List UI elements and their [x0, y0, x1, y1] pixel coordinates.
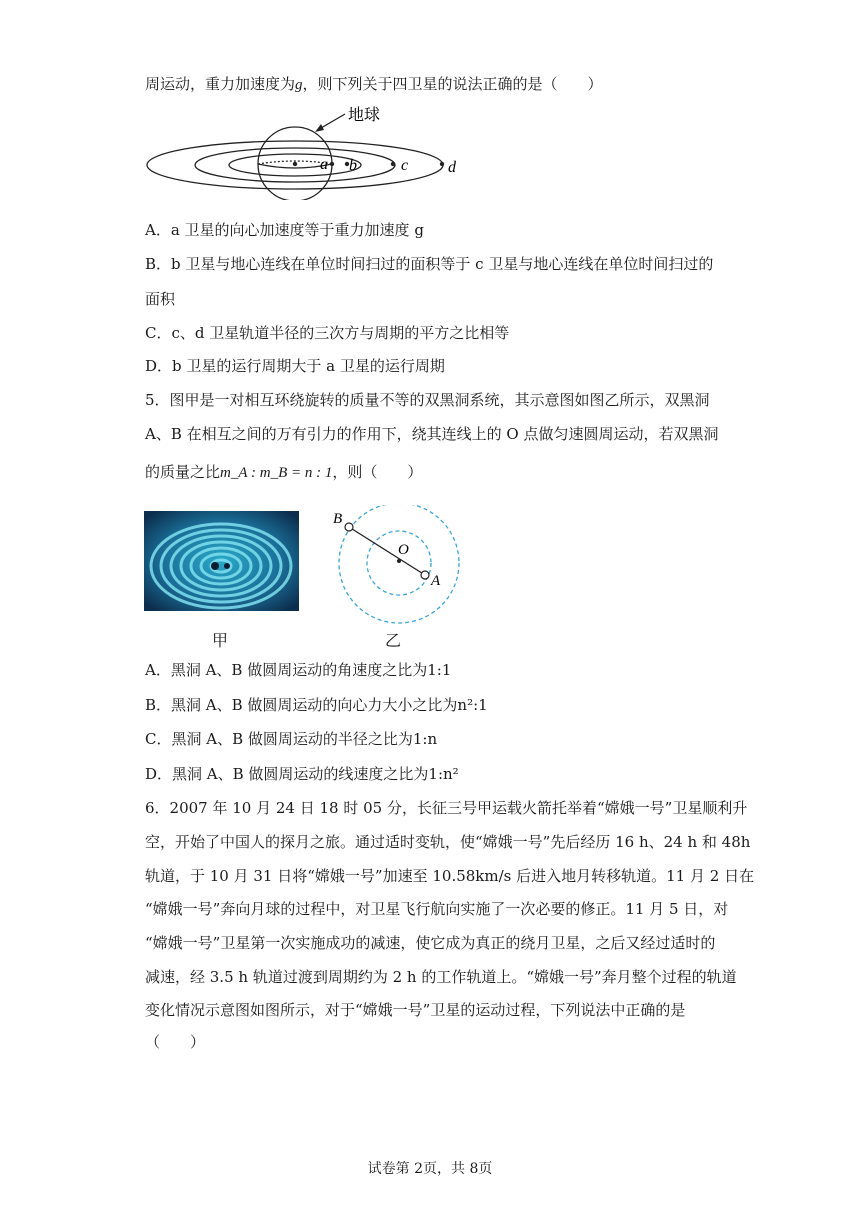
- orbit-label-b: b: [349, 157, 357, 174]
- q6-line-3: 轨道，于 10 月 31 日将“嫦娥一号”加速至 10.58km/s 后进入地月转移轨道。11 月 2 日在: [145, 867, 755, 885]
- q4-stem-text-a: 周运动，重力加速度为: [145, 75, 296, 93]
- black-hole-b: [345, 523, 353, 531]
- q5-option-c: C．黑洞 A、B 做圆周运动的半径之比为1:n: [145, 730, 438, 748]
- q6-line-6: 减速，经 3.5 h 轨道过渡到周期约为 2 h 的工作轨道上。“嫦娥一号”奔月整个过程的轨道: [145, 968, 737, 986]
- orbit-label-a: a: [320, 156, 328, 173]
- q4-option-b-line2: 面积: [145, 290, 176, 308]
- q4-option-b-line1: B．b 卫星与地心连线在单位时间扫过的面积等于 c 卫星与地心连线在单位时间扫过的: [145, 255, 714, 273]
- q6-line-1: 6．2007 年 10 月 24 日 18 时 05 分，长征三号甲运载火箭托举着“嫦娥一号”卫星顺利升: [145, 799, 748, 817]
- q6-line-2: 空，开始了中国人的探月之旅。通过适时变轨，使“嫦娥一号”先后经历 16 h、24 h 和 48h: [145, 833, 751, 851]
- q6-line-8: （ ）: [145, 1033, 206, 1051]
- earth-pointer-arrow: [321, 114, 345, 128]
- orbit-label-d: d: [448, 159, 456, 176]
- earth-label: 地球: [348, 105, 381, 124]
- q4-stem-g: g: [295, 77, 303, 93]
- page-footer: 试卷第 2页，共 8页: [367, 1161, 493, 1177]
- earth-pointer-arrowhead: [315, 124, 324, 132]
- label-a: A: [431, 573, 441, 589]
- satellite-c-dot: [391, 162, 395, 166]
- center-o: [397, 559, 401, 563]
- orbit-diagram: [145, 100, 475, 200]
- black-hole-wave-image: [144, 511, 299, 611]
- q6-line-4: “嫦娥一号”奔向月球的过程中，对卫星飞行航向实施了一次必要的修正。11 月 5 日，对: [145, 900, 729, 918]
- q5-stem-line3-post: ，则（ ）: [332, 463, 423, 481]
- satellite-a-dot: [330, 162, 334, 166]
- figure-jia-caption: 甲: [212, 631, 229, 650]
- q6-line-5: “嫦娥一号”卫星第一次实施成功的减速，使它成为真正的绕月卫星，之后又经过适时的: [145, 934, 716, 952]
- q5-stem-line1: 5．图甲是一对相互环绕旋转的质量不等的双黑洞系统，其示意图如图乙所示，双黑洞: [145, 391, 710, 409]
- q6-line-7: 变化情况示意图如图所示，对于“嫦娥一号”卫星的运动过程，下列说法中正确的是: [145, 1001, 686, 1019]
- earth-center-dot: [293, 162, 297, 166]
- q5-stem-line3: [145, 462, 422, 483]
- q5-option-a: A．黑洞 A、B 做圆周运动的角速度之比为1:1: [145, 661, 452, 679]
- q4-stem-text-b: ，则下列关于四卫星的说法正确的是（ ）: [302, 75, 603, 93]
- figure-yi-caption: 乙: [385, 631, 402, 650]
- q4-option-c: C．c、d 卫星轨道半径的三次方与周期的平方之比相等: [145, 324, 510, 342]
- q5-option-b: B．黑洞 A、B 做圆周运动的向心力大小之比为n²:1: [145, 696, 488, 714]
- q5-stem-line3-pre: 的质量之比: [145, 463, 221, 481]
- orbit-outer-circle: [339, 505, 459, 623]
- connecting-line: [349, 527, 425, 575]
- q4-option-a: A．a 卫星的向心加速度等于重力加速度 g: [145, 221, 424, 239]
- q4-option-d: D．b 卫星的运行周期大于 a 卫星的运行周期: [145, 357, 445, 375]
- orbit-label-c: c: [401, 157, 409, 174]
- satellite-d-dot: [440, 162, 444, 166]
- binary-orbit-diagram: [330, 505, 470, 625]
- q5-option-d: D．黑洞 A、B 做圆周运动的线速度之比为1:n²: [145, 765, 459, 783]
- q4-stem: [145, 74, 603, 95]
- label-b: B: [333, 511, 343, 527]
- black-hole-a: [421, 571, 429, 579]
- label-o: O: [398, 542, 409, 558]
- mass-ratio-formula: m_A : m_B = n : 1: [220, 465, 333, 481]
- q5-stem-line2: A、B 在相互之间的万有引力的作用下，绕其连线上的 O 点做匀速圆周运动，若双黑洞: [145, 425, 719, 443]
